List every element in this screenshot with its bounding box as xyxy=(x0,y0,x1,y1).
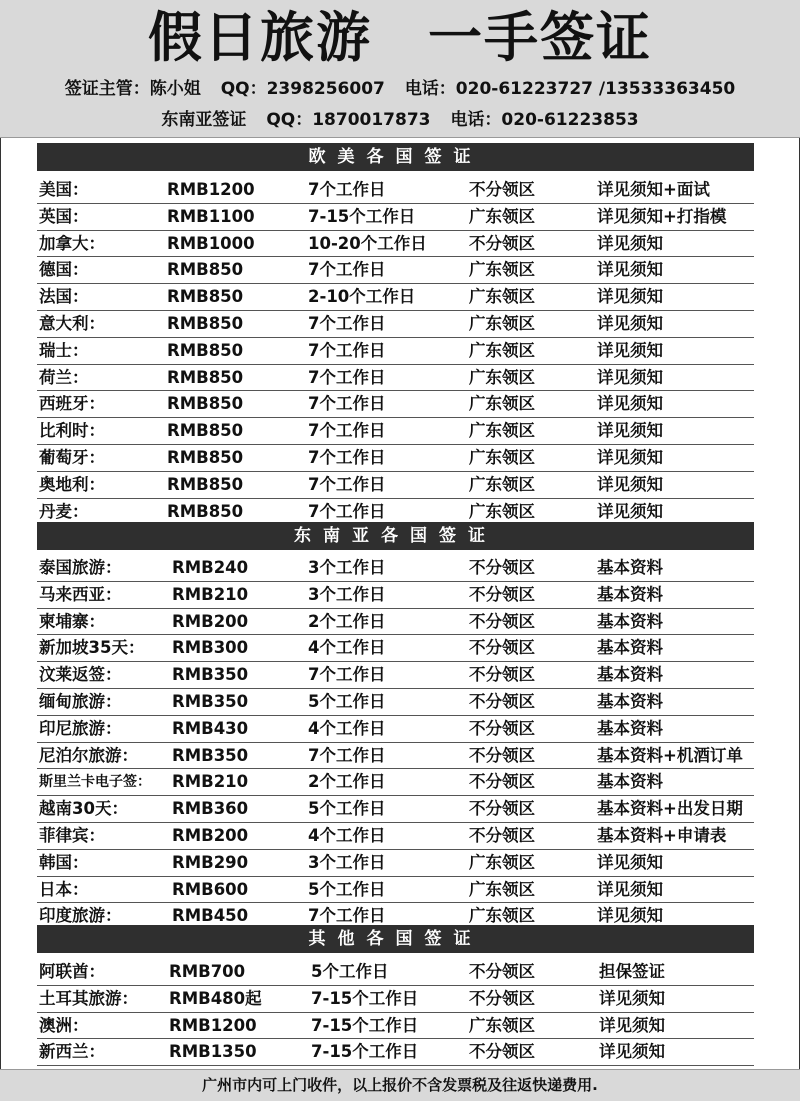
price-cell: RMB200 xyxy=(172,825,249,845)
table-row xyxy=(37,418,754,445)
processing-time-cell: 7-15个工作日 xyxy=(308,206,416,226)
table-row xyxy=(37,689,754,716)
processing-time-cell: 7个工作日 xyxy=(308,260,386,280)
section-title-others: 其他各国签证 xyxy=(37,925,754,953)
price-cell: RMB1100 xyxy=(167,206,255,226)
requirements-cell: 详见须知 xyxy=(597,447,663,467)
table-row xyxy=(37,204,754,231)
country-cell: 英国： xyxy=(39,206,89,226)
country-cell: 德国： xyxy=(39,260,89,280)
country-cell: 缅甸旅游： xyxy=(39,691,122,711)
country-cell: 土耳其旅游： xyxy=(39,988,138,1008)
requirements-cell: 详见须知 xyxy=(597,879,663,899)
consular-district-cell: 不分领区 xyxy=(469,718,535,738)
country-cell: 韩国： xyxy=(39,852,89,872)
table-row xyxy=(37,582,754,609)
table-row xyxy=(37,311,754,338)
requirements-cell: 详见须知 xyxy=(597,852,663,872)
consular-district-cell: 不分领区 xyxy=(469,1042,535,1062)
consular-district-cell: 广东领区 xyxy=(469,260,535,280)
title-first-hand-visa: 一手签证 xyxy=(428,6,652,69)
main-title xyxy=(0,6,800,70)
consular-district-cell: 广东领区 xyxy=(469,1015,535,1035)
requirements-cell: 基本资料 xyxy=(597,558,663,577)
table-row xyxy=(37,743,754,770)
processing-time-cell: 4个工作日 xyxy=(308,718,386,738)
consular-district-cell: 不分领区 xyxy=(469,799,535,819)
requirements-cell: 详见须知 xyxy=(597,906,663,926)
contact-line-2 xyxy=(0,109,800,131)
requirements-cell: 基本资料 xyxy=(597,772,663,792)
requirements-cell: 基本资料 xyxy=(597,718,663,738)
consular-district-cell: 广东领区 xyxy=(469,421,535,441)
table-row xyxy=(37,823,754,850)
sea-visa-label: 东南亚签证 xyxy=(161,110,247,130)
price-cell: RMB850 xyxy=(167,367,244,387)
consular-district-cell: 广东领区 xyxy=(469,852,535,872)
requirements-cell: 基本资料+申请表 xyxy=(597,825,727,845)
requirements-cell: 详见须知+打指模 xyxy=(597,206,727,226)
requirements-cell: 详见须知 xyxy=(597,421,663,441)
processing-time-cell: 3个工作日 xyxy=(308,584,386,604)
country-cell: 泰国旅游： xyxy=(39,558,122,577)
price-cell: RMB850 xyxy=(167,474,244,494)
table-row xyxy=(37,555,754,582)
requirements-cell: 基本资料 xyxy=(597,638,663,658)
table-row xyxy=(37,284,754,311)
consular-district-cell: 不分领区 xyxy=(469,691,535,711)
consular-district-cell: 广东领区 xyxy=(469,206,535,226)
price-cell: RMB1350 xyxy=(169,1042,257,1062)
processing-time-cell: 7-15个工作日 xyxy=(311,1042,419,1062)
price-cell: RMB1200 xyxy=(169,1015,257,1035)
country-cell: 新加坡35天： xyxy=(39,638,145,658)
consular-district-cell: 广东领区 xyxy=(469,906,535,926)
processing-time-cell: 7个工作日 xyxy=(308,421,386,441)
footer-note: 广州市内可上门收件，以上报价不含发票税及往返快递费用. xyxy=(0,1069,800,1101)
price-cell: RMB360 xyxy=(172,799,249,819)
requirements-cell: 基本资料 xyxy=(597,584,663,604)
processing-time-cell: 4个工作日 xyxy=(308,825,386,845)
requirements-cell: 基本资料+机酒订单 xyxy=(597,745,743,765)
table-row xyxy=(37,850,754,877)
consular-district-cell: 广东领区 xyxy=(469,501,535,521)
consular-district-cell: 广东领区 xyxy=(469,394,535,414)
consular-district-cell: 不分领区 xyxy=(469,962,535,981)
country-cell: 比利时： xyxy=(39,421,105,441)
requirements-cell: 详见须知 xyxy=(597,394,663,414)
consular-district-cell: 广东领区 xyxy=(469,313,535,333)
processing-time-cell: 7个工作日 xyxy=(308,474,386,494)
table-row xyxy=(37,662,754,689)
price-cell: RMB200 xyxy=(172,611,249,631)
processing-time-cell: 2个工作日 xyxy=(308,611,386,631)
country-cell: 奥地利： xyxy=(39,474,105,494)
processing-time-cell: 5个工作日 xyxy=(308,879,386,899)
country-cell: 印度旅游： xyxy=(39,906,122,926)
processing-time-cell: 7个工作日 xyxy=(308,665,386,685)
price-cell: RMB480起 xyxy=(169,988,262,1008)
processing-time-cell: 7个工作日 xyxy=(308,906,386,926)
price-cell: RMB850 xyxy=(167,394,244,414)
qq-number-2: QQ：1870017873 xyxy=(266,110,431,130)
table-row xyxy=(37,365,754,392)
country-cell: 日本： xyxy=(39,879,89,899)
requirements-cell: 详见须知 xyxy=(597,260,663,280)
country-cell: 新西兰： xyxy=(39,1042,105,1062)
section-title-southeast-asia: 东南亚各国签证 xyxy=(37,522,754,550)
consular-district-cell: 广东领区 xyxy=(469,879,535,899)
europe-visa-table xyxy=(37,177,754,525)
southeast-asia-visa-table xyxy=(37,555,754,930)
country-cell: 澳洲： xyxy=(39,1015,89,1035)
country-cell: 加拿大： xyxy=(39,233,105,253)
table-row xyxy=(37,769,754,796)
processing-time-cell: 10-20个工作日 xyxy=(308,233,427,253)
table-row xyxy=(37,635,754,662)
country-cell: 斯里兰卡电子签： xyxy=(39,774,151,791)
country-cell: 菲律宾： xyxy=(39,825,105,845)
price-cell: RMB450 xyxy=(172,906,249,926)
consular-district-cell: 广东领区 xyxy=(469,447,535,467)
consular-district-cell: 不分领区 xyxy=(469,180,535,199)
processing-time-cell: 7个工作日 xyxy=(308,180,386,199)
price-cell: RMB850 xyxy=(167,287,244,307)
phone-2: 电话：020-61223853 xyxy=(450,110,639,130)
table-row xyxy=(37,959,754,986)
country-cell: 阿联酋： xyxy=(39,962,105,981)
table-row xyxy=(37,796,754,823)
requirements-cell: 详见须知 xyxy=(599,1015,665,1035)
price-cell: RMB430 xyxy=(172,718,249,738)
requirements-cell: 详见须知 xyxy=(597,340,663,360)
country-cell: 荷兰： xyxy=(39,367,89,387)
processing-time-cell: 7个工作日 xyxy=(308,447,386,467)
processing-time-cell: 2-10个工作日 xyxy=(308,287,416,307)
consular-district-cell: 广东领区 xyxy=(469,474,535,494)
processing-time-cell: 5个工作日 xyxy=(308,691,386,711)
price-cell: RMB850 xyxy=(167,421,244,441)
table-row xyxy=(37,231,754,258)
country-cell: 意大利： xyxy=(39,313,105,333)
requirements-cell: 详见须知 xyxy=(599,1042,665,1062)
processing-time-cell: 7个工作日 xyxy=(308,394,386,414)
price-cell: RMB850 xyxy=(167,340,244,360)
country-cell: 柬埔寨： xyxy=(39,611,105,631)
consular-district-cell: 不分领区 xyxy=(469,584,535,604)
consular-district-cell: 不分领区 xyxy=(469,988,535,1008)
table-row xyxy=(37,1039,754,1066)
header xyxy=(0,0,800,138)
requirements-cell: 详见须知 xyxy=(597,233,663,253)
consular-district-cell: 不分领区 xyxy=(469,745,535,765)
processing-time-cell: 7-15个工作日 xyxy=(311,1015,419,1035)
requirements-cell: 担保签证 xyxy=(599,962,665,981)
requirements-cell: 详见须知 xyxy=(597,474,663,494)
consular-district-cell: 广东领区 xyxy=(469,340,535,360)
table-row xyxy=(37,391,754,418)
table-row xyxy=(37,472,754,499)
country-cell: 丹麦： xyxy=(39,501,89,521)
price-cell: RMB240 xyxy=(172,558,249,577)
country-cell: 越南30天： xyxy=(39,799,128,819)
requirements-cell: 详见须知 xyxy=(597,367,663,387)
processing-time-cell: 7-15个工作日 xyxy=(311,988,419,1008)
consular-district-cell: 不分领区 xyxy=(469,558,535,577)
requirements-cell: 详见须知+面试 xyxy=(597,180,710,199)
price-cell: RMB300 xyxy=(172,638,249,658)
consular-district-cell: 不分领区 xyxy=(469,772,535,792)
requirements-cell: 基本资料 xyxy=(597,611,663,631)
table-row xyxy=(37,877,754,904)
price-cell: RMB350 xyxy=(172,691,249,711)
table-row xyxy=(37,177,754,204)
processing-time-cell: 5个工作日 xyxy=(308,799,386,819)
qq-number-1: QQ：2398256007 xyxy=(220,79,385,99)
country-cell: 美国： xyxy=(39,180,89,199)
country-cell: 瑞士： xyxy=(39,340,89,360)
price-cell: RMB1000 xyxy=(167,233,255,253)
consular-district-cell: 广东领区 xyxy=(469,367,535,387)
table-row xyxy=(37,257,754,284)
consular-district-cell: 不分领区 xyxy=(469,825,535,845)
phone-1: 电话：020-61223727 /13533363450 xyxy=(404,79,736,99)
contact-line-1 xyxy=(0,78,800,100)
processing-time-cell: 4个工作日 xyxy=(308,638,386,658)
processing-time-cell: 7个工作日 xyxy=(308,745,386,765)
price-cell: RMB350 xyxy=(172,665,249,685)
price-cell: RMB850 xyxy=(167,313,244,333)
price-cell: RMB210 xyxy=(172,584,249,604)
processing-time-cell: 7个工作日 xyxy=(308,501,386,521)
requirements-cell: 详见须知 xyxy=(597,287,663,307)
price-cell: RMB290 xyxy=(172,852,249,872)
country-cell: 西班牙： xyxy=(39,394,105,414)
price-cell: RMB850 xyxy=(167,447,244,467)
consular-district-cell: 不分领区 xyxy=(469,665,535,685)
price-cell: RMB600 xyxy=(172,879,249,899)
title-holiday-travel: 假日旅游 xyxy=(148,6,372,69)
visa-manager: 签证主管：陈小姐 xyxy=(64,79,201,99)
country-cell: 葡萄牙： xyxy=(39,447,105,467)
price-cell: RMB210 xyxy=(172,772,249,792)
processing-time-cell: 3个工作日 xyxy=(308,852,386,872)
requirements-cell: 基本资料 xyxy=(597,691,663,711)
table-row xyxy=(37,986,754,1013)
processing-time-cell: 2个工作日 xyxy=(308,772,386,792)
table-row xyxy=(37,609,754,636)
processing-time-cell: 7个工作日 xyxy=(308,313,386,333)
requirements-cell: 详见须知 xyxy=(597,501,663,521)
requirements-cell: 详见须知 xyxy=(599,988,665,1008)
consular-district-cell: 广东领区 xyxy=(469,287,535,307)
table-row xyxy=(37,445,754,472)
price-cell: RMB1200 xyxy=(167,180,255,199)
consular-district-cell: 不分领区 xyxy=(469,638,535,658)
price-cell: RMB700 xyxy=(169,962,246,981)
table-row xyxy=(37,716,754,743)
processing-time-cell: 3个工作日 xyxy=(308,558,386,577)
other-visa-table xyxy=(37,959,754,1066)
processing-time-cell: 5个工作日 xyxy=(311,962,389,981)
consular-district-cell: 不分领区 xyxy=(469,233,535,253)
table-row xyxy=(37,1013,754,1040)
section-title-europe: 欧美各国签证 xyxy=(37,143,754,171)
country-cell: 汶莱返签： xyxy=(39,665,122,685)
country-cell: 印尼旅游： xyxy=(39,718,122,738)
price-cell: RMB350 xyxy=(172,745,249,765)
price-cell: RMB850 xyxy=(167,260,244,280)
country-cell: 马来西亚： xyxy=(39,584,122,604)
country-cell: 尼泊尔旅游： xyxy=(39,745,138,765)
requirements-cell: 基本资料 xyxy=(597,665,663,685)
country-cell: 法国： xyxy=(39,287,89,307)
price-cell: RMB850 xyxy=(167,501,244,521)
processing-time-cell: 7个工作日 xyxy=(308,367,386,387)
requirements-cell: 基本资料+出发日期 xyxy=(597,799,743,819)
table-row xyxy=(37,338,754,365)
processing-time-cell: 7个工作日 xyxy=(308,340,386,360)
requirements-cell: 详见须知 xyxy=(597,313,663,333)
consular-district-cell: 不分领区 xyxy=(469,611,535,631)
